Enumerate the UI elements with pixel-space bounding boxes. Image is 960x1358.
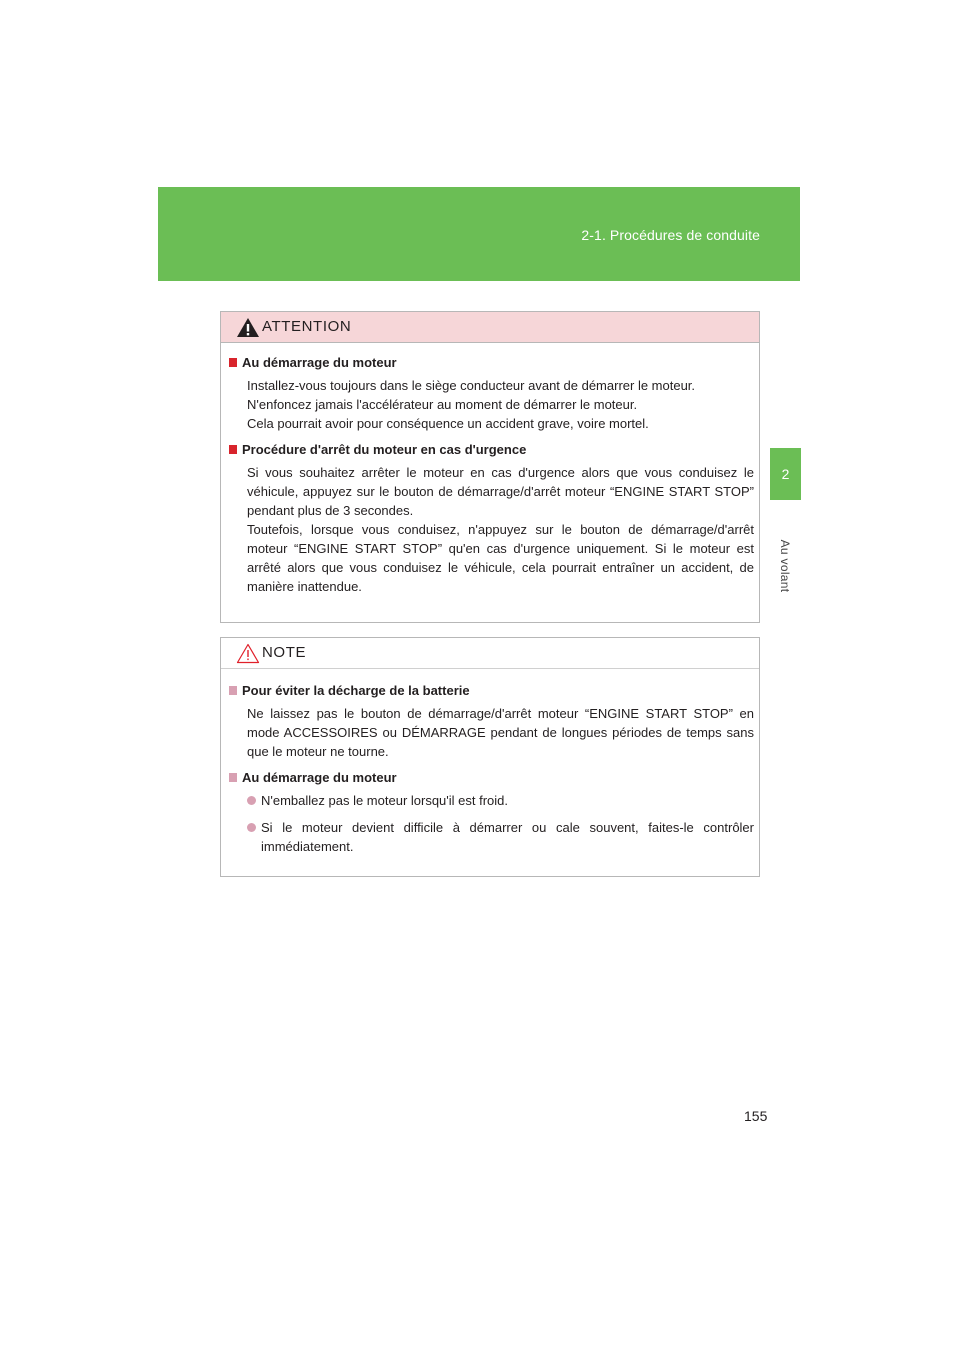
note-item-heading xyxy=(229,683,754,698)
text-line: Installez-vous toujours dans le siège conducteur avant de démarrer le moteur. xyxy=(247,378,696,393)
warning-item-heading xyxy=(229,355,754,370)
square-bullet-icon xyxy=(229,773,237,782)
text-line: Cela pourrait avoir pour conséquence un accident grave, voire mortel. xyxy=(247,416,649,431)
warning-item-heading-text: Au démarrage du moteur xyxy=(242,355,397,370)
note-bullet-text: Si le moteur devient difficile à démarrer ou cale souvent, faites-le contrôler immédiatement. xyxy=(261,820,754,854)
caution-outline-triangle-icon xyxy=(236,643,260,664)
section-title: 2-1. Procédures de conduite xyxy=(581,227,760,243)
warning-box-title: ATTENTION xyxy=(262,318,352,335)
chapter-label: Au volant xyxy=(778,539,792,593)
note-item-heading-text: Pour éviter la décharge de la batterie xyxy=(242,683,470,698)
note-box xyxy=(220,637,760,877)
note-bullet-text: N'emballez pas le moteur lorsqu'il est froid. xyxy=(261,793,509,808)
chapter-number: 2 xyxy=(781,466,790,482)
circle-bullet-icon xyxy=(247,823,256,832)
text-line: N'enfoncez jamais l'accélérateur au moment de démarrer le moteur. xyxy=(247,397,638,412)
header-band xyxy=(158,187,800,281)
warning-triangle-icon xyxy=(236,317,260,338)
text-line: Toutefois, lorsque vous conduisez, n'appuyez sur le bouton de démarrage/d'arrêt moteur “ENGINE START STOP” qu'en cas d'urgence uniquement. Si le moteur est arrêté alors que vous conduisez le véhicule, cela pourrait entraîner un accident, de manière inattendue. xyxy=(247,522,754,594)
note-item-heading-text: Au démarrage du moteur xyxy=(242,770,397,785)
square-bullet-icon xyxy=(229,686,237,695)
warning-item-heading xyxy=(229,442,754,457)
note-box-title: NOTE xyxy=(262,644,307,661)
warning-item-heading-text: Procédure d'arrêt du moteur en cas d'urgence xyxy=(242,442,527,457)
note-item-heading xyxy=(229,770,754,785)
warning-box-header xyxy=(221,312,759,343)
text-line: Si vous souhaitez arrêter le moteur en cas d'urgence alors que vous conduisez le véhicule, appuyez sur le bouton de démarrage/d'arrêt moteur “ENGINE START STOP” pendant plus de 3 secondes. xyxy=(247,465,754,518)
note-bullet xyxy=(247,791,754,810)
note-box-body xyxy=(221,669,759,856)
page-number: 155 xyxy=(744,1108,768,1124)
note-item-text: Ne laissez pas le bouton de démarrage/d'arrêt moteur “ENGINE START STOP” en mode ACCESSOIRES ou DÉMARRAGE pendant de longues périodes de temps sans que le moteur ne tourne. xyxy=(247,706,754,759)
warning-box-body xyxy=(221,343,759,596)
warning-item-text xyxy=(247,463,754,596)
note-box-header xyxy=(221,638,759,669)
square-bullet-icon xyxy=(229,358,237,367)
chapter-tab xyxy=(770,448,801,500)
note-bullet xyxy=(247,818,754,856)
circle-bullet-icon xyxy=(247,796,256,805)
square-bullet-icon xyxy=(229,445,237,454)
warning-item-text xyxy=(247,376,754,433)
warning-box xyxy=(220,311,760,623)
